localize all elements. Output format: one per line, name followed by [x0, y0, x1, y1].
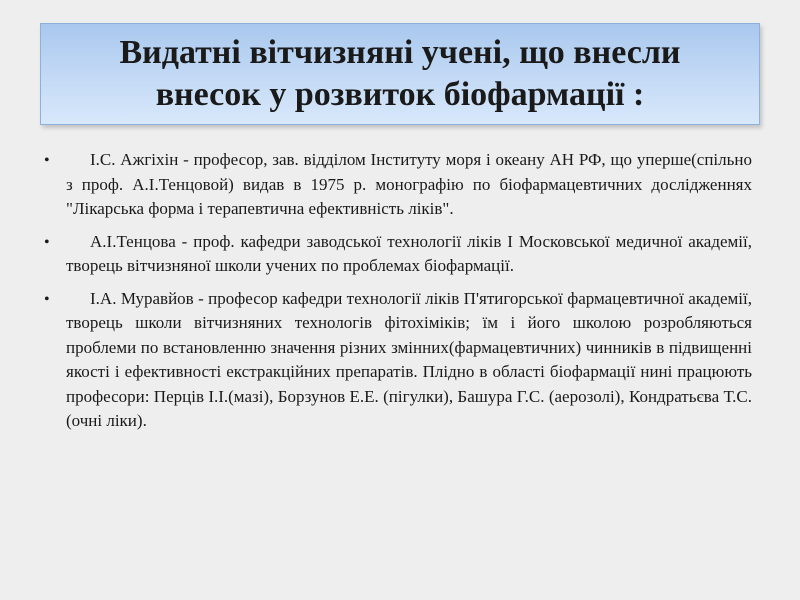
list-item-text: І.С. Ажгіхін - професор, зав. відділом Інституту моря і океану АН РФ, що уперше(спільно з проф. А.І.Тенцовой) видав в 1975 р. монографію по біофармацевтичних дослідженнях "Лікарська форма і терапевтична ефективність ліків".	[66, 150, 752, 218]
bullet-marker: •	[44, 290, 50, 308]
list-item	[44, 230, 752, 279]
slide-title-line-2: внесок у розвиток біофармації :	[155, 76, 645, 113]
list-item-text: А.І.Тенцова - проф. кафедри заводської технології ліків І Московської медичної академії, творець вітчизняної школи учених по проблемах біофармації.	[66, 231, 752, 275]
list-item-text: І.А. Муравйов - професор кафедри технології ліків П'ятигорської фармацевтичної академії, творець школи вітчизняних технологів фітохіміків; їм і його школою розробляються проблеми по встановленню значення різних змінних(фармацевтичних) чинників в підвищенні якості і ефективності екстракційних препаратів. Плідно в області біофармації нині працюють професори: Перців І.І.(мазі), Борзунов Е.Е. (пігулки), Башура Г.С. (аерозолі), Кондратьєва Т.С. (очні ліки).	[66, 288, 752, 430]
slide-title	[100, 32, 701, 116]
bullet-marker: •	[44, 152, 50, 169]
bullet-marker: •	[44, 233, 50, 251]
list-item	[44, 287, 752, 434]
slide-title-line-1: Видатні вітчизняні учені, що внесли	[119, 34, 681, 71]
title-box	[40, 23, 760, 125]
bullet-list	[44, 148, 752, 434]
list-item	[44, 148, 752, 222]
slide-content	[44, 148, 752, 442]
